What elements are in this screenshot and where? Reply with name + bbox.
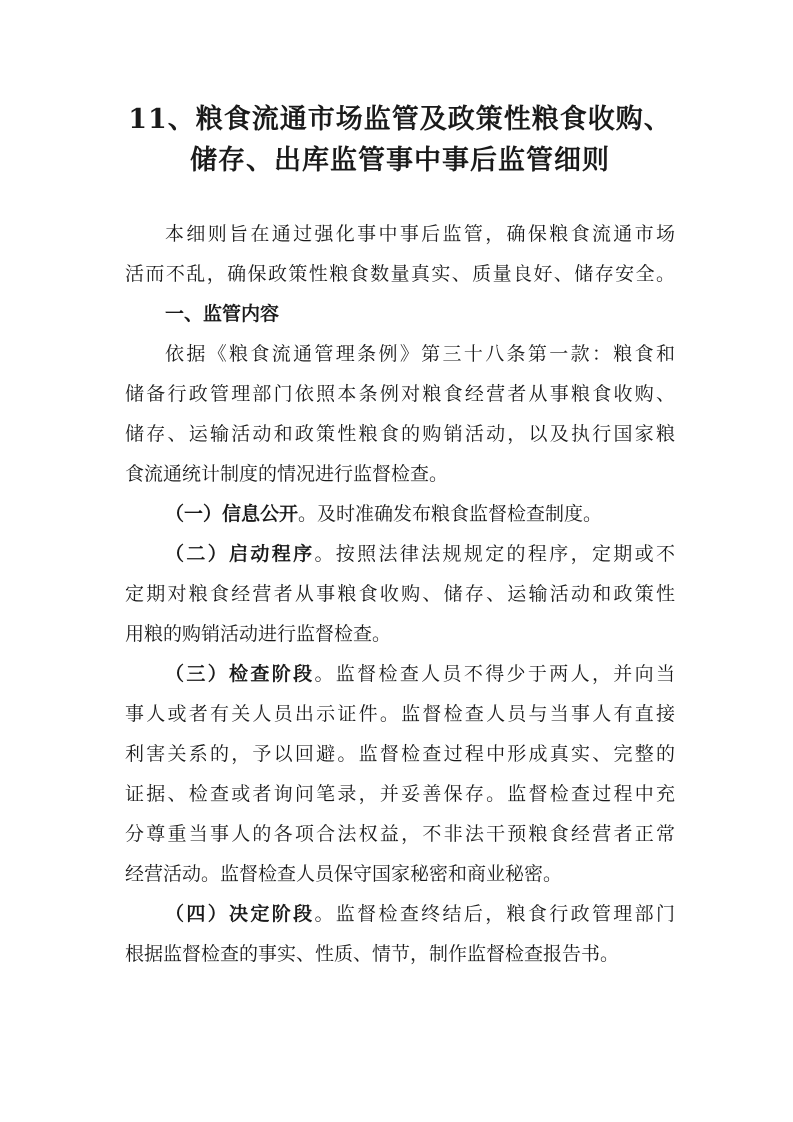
- item-4-lead: （四）决定阶段: [165, 903, 315, 925]
- basis-line-2: 储备行政管理部门依照本条例对粮食经营者从事粮食收购、: [125, 383, 675, 405]
- item-2-text: 。按照法律法规规定的程序，定期或不: [314, 543, 675, 565]
- item-3-line-2: 事人或者有关人员出示证件。监督检查人员与当事人有直接: [125, 703, 675, 725]
- item-3-lead: （三）检查阶段: [165, 663, 315, 685]
- item-2-line-1: [165, 534, 675, 574]
- document-title-line-2: 储存、出库监管事中事后监管细则: [190, 145, 610, 176]
- item-2-line-2: 定期对粮食经营者从事粮食收购、储存、运输活动和政策性: [125, 583, 675, 605]
- basis-line-1: 依据《粮食流通管理条例》第三十八条第一款：粮食和: [165, 343, 675, 365]
- item-1-lead: （一）信息公开: [165, 503, 299, 525]
- item-3-line-3: 利害关系的，予以回避。监督检查过程中形成真实、完整的: [125, 743, 675, 765]
- item-1-text: 。及时准确发布粮食监督检查制度。: [298, 503, 603, 525]
- basis-line-3: 储存、运输活动和政策性粮食的购销活动，以及执行国家粮: [125, 423, 675, 445]
- item-2-lead: （二）启动程序: [165, 543, 315, 565]
- item-3-line-1: [165, 654, 675, 694]
- intro-line-2: 活而不乱，确保政策性粮食数量真实、质量良好、储存安全。: [125, 263, 675, 285]
- item-4-text: 。监督检查终结后，粮食行政管理部门: [314, 903, 675, 925]
- intro-line-1: 本细则旨在通过强化事中事后监管，确保粮食流通市场: [165, 223, 675, 245]
- section-heading: 一、监管内容: [165, 303, 280, 325]
- item-3-line-4: 证据、检查或者询问笔录，并妥善保存。监督检查过程中充: [125, 783, 675, 805]
- item-4-line-2: 根据监督检查的事实、性质、情节，制作监督检查报告书。: [125, 943, 620, 965]
- item-2-line-3: 用粮的购销活动进行监督检查。: [125, 623, 392, 645]
- item-3-line-5: 分尊重当事人的各项合法权益，不非法干预粮食经营者正常: [125, 823, 675, 845]
- item-4-line-1: [165, 894, 675, 934]
- item-1-line-1: [165, 494, 675, 534]
- document-title-line-1: 11、粮食流通市场监管及政策性粮食收购、: [128, 104, 672, 135]
- item-3-text: 。监督检查人员不得少于两人，并向当: [314, 663, 675, 685]
- basis-line-4: 食流通统计制度的情况进行监督检查。: [125, 463, 449, 485]
- item-3-line-6: 经营活动。监督检查人员保守国家秘密和商业秘密。: [125, 863, 563, 885]
